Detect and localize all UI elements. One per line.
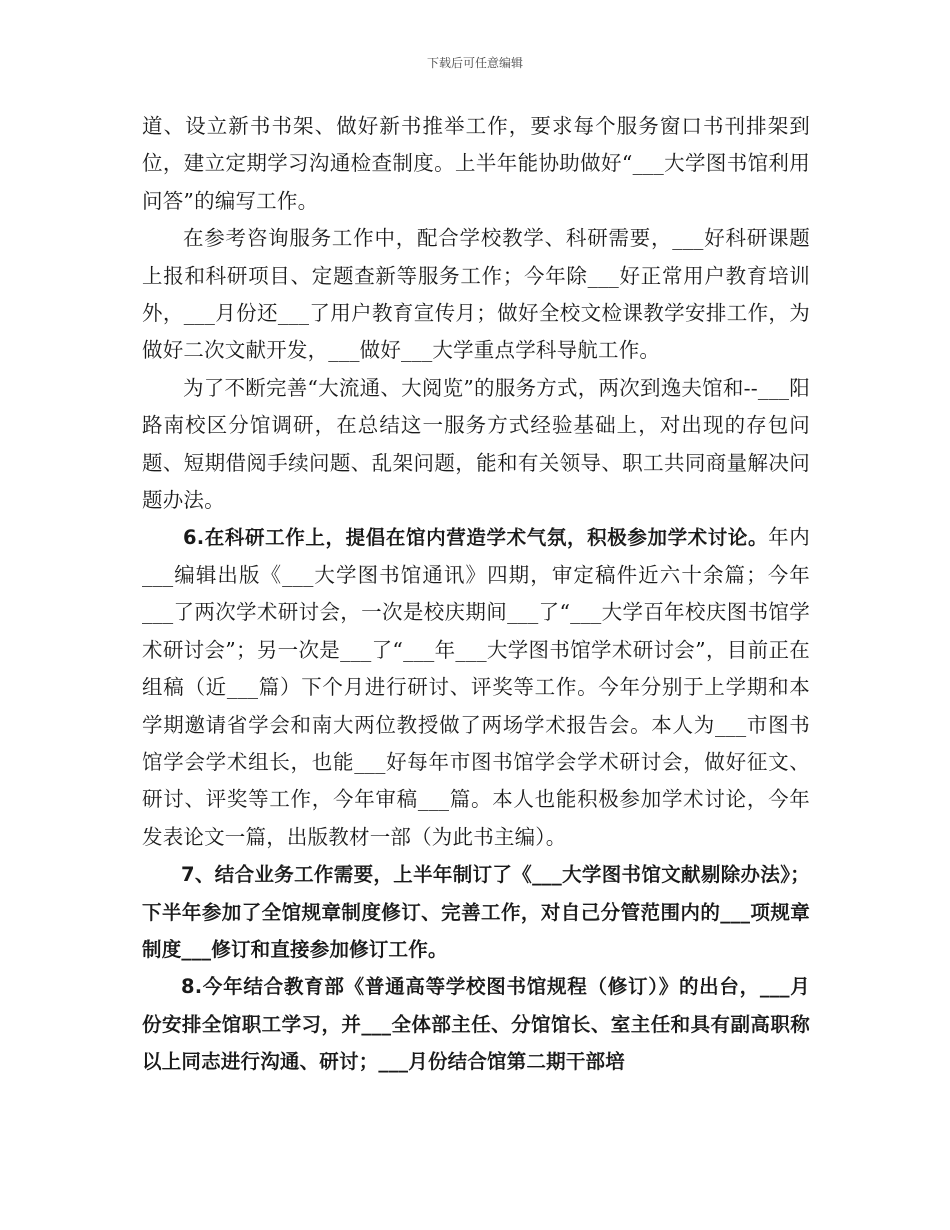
paragraph-3: 为了不断完善“大流通、大阅览”的服务方式，两次到逸夫馆和--___阳路南校区分馆调研，在总结这一服务方式经验基础上，对出现的存包问题、短期借阅手续问题、乱架问题，能和有关领导、职工共同商量解决问题办法。 bbox=[142, 375, 810, 513]
paragraph-1: 道、设立新书书架、做好新书推举工作，要求每个服务窗口书刊排架到位，建立定期学习沟通检查制度。上半年能协助做好“___大学图书馆利用问答”的编写工作。 bbox=[142, 114, 810, 213]
page-header-note: 下载后可任意编辑 bbox=[426, 56, 523, 70]
paragraph-4-body: 年内___编辑出版《___大学图书馆通讯》四期，审定稿件近六十余篇；今年___了两次学术研讨会，一次是校庆期间___了“___大学百年校庆图书馆学术研讨会”；另一次是___了“___年___大学图书馆学术研讨会”，目前正在组稿（近___篇）下个月进行研讨、评奖等工作。今年分别于上学期和本学期邀请省学会和南大两位教授做了两场学术报告会。本人为___市图书馆学会学术组长，也能___好每年市图书馆学会学术研讨会，做好征文、研讨、评奖等工作，今年审稿___篇。本人也能积极参加学术讨论，今年发表论文一篇，出版教材一部（为此书主编）。 bbox=[142, 525, 810, 849]
paragraph-4 bbox=[142, 519, 810, 856]
paragraph-2: 在参考咨询服务工作中，配合学校教学、科研需要，___好科研课题上报和科研项目、定题查新等服务工作；今年除___好正常用户教育培训外，___月份还___了用户教育宣传月；做好全校文检课教学安排工作，为做好二次文献开发，___做好___大学重点学科导航工作。 bbox=[142, 226, 810, 363]
paragraph-6: 8.今年结合教育部《普通高等学校图书馆规程（修订）》的出台，___月份安排全馆职工学习，并___全体部主任、分馆馆长、室主任和具有副高职称以上同志进行沟通、研讨；___月份结合馆第二期干部培 bbox=[142, 975, 810, 1074]
paragraph-4-lead: 6.在科研工作上，提倡在馆内营造学术气氛，积极参加学术讨论。 bbox=[183, 526, 769, 550]
document-body bbox=[142, 108, 810, 1081]
paragraph-5: 7、结合业务工作需要，上半年制订了《___大学图书馆文献剔除办法》；下半年参加了全馆规章制度修订、完善工作，对自己分管范围内的___项规章制度___修订和直接参加修订工作。 bbox=[142, 863, 810, 961]
